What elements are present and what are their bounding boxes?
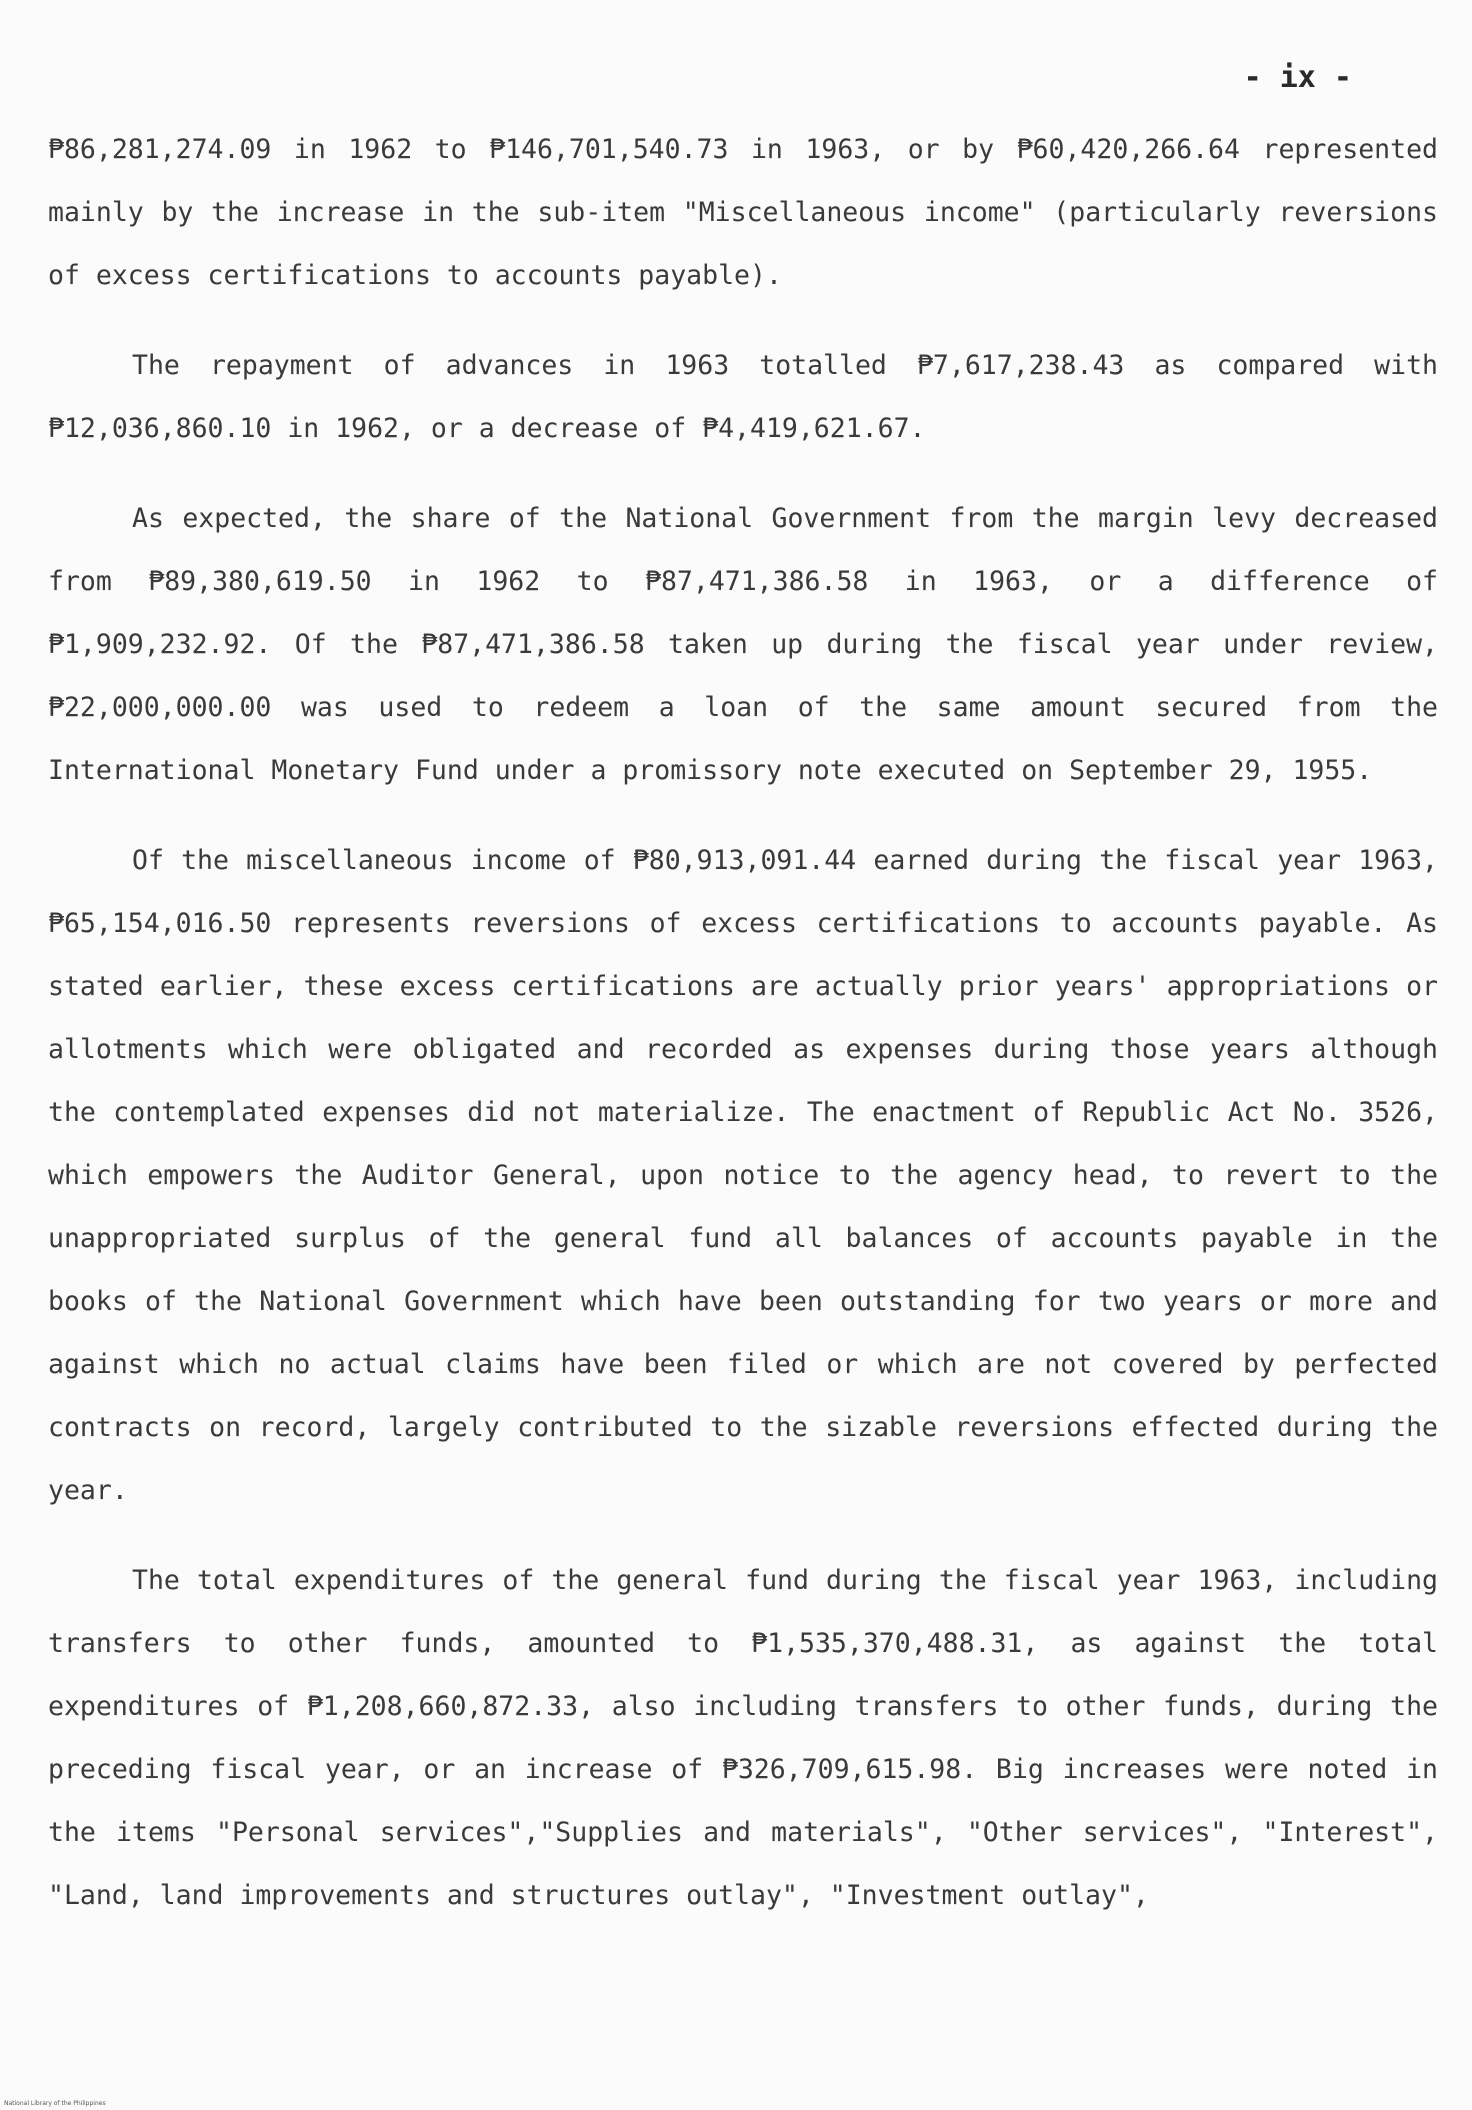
footer-credit: National Library of the Philippines (4, 2100, 106, 2107)
paragraph-margin-levy: As expected, the share of the National Government from the margin levy decreased from ₱89,380,619.50 in 1962 to ₱87,471,386.58 in 1963, or a difference of ₱1,909,232.92. Of the ₱87,471,386.58 taken up during the fiscal year under review, ₱22,000,000.00 was used to redeem a loan of the same amount secured from the International Monetary Fund under a promissory note executed on September 29, 1955. (48, 503, 1438, 786)
body-text (48, 118, 1438, 1954)
page-number: - ix - (1243, 60, 1352, 95)
paragraph-repayment-of-advances: The repayment of advances in 1963 totalled ₱7,617,238.43 as compared with ₱12,036,860.10 in 1962, or a decrease of ₱4,419,621.67. (48, 350, 1438, 444)
paragraph-continuation: ₱86,281,274.09 in 1962 to ₱146,701,540.73 in 1963, or by ₱60,420,266.64 represented mainly by the increase in the sub-item "Miscellaneous income" (particularly reversions of excess certifications to accounts payable). (48, 134, 1438, 291)
paragraph-total-expenditures: The total expenditures of the general fund during the fiscal year 1963, including transfers to other funds, amounted to ₱1,535,370,488.31, as against the total expenditures of ₱1,208,660,872.33, also including transfers to other funds, during the preceding fiscal year, or an increase of ₱326,709,615.98. Big increases were noted in the items "Personal services","Supplies and materials", "Other services", "Interest", "Land, land improvements and structures outlay", "Investment outlay", (48, 1565, 1438, 1911)
paragraph-miscellaneous-income: Of the miscellaneous income of ₱80,913,091.44 earned during the fiscal year 1963, ₱65,154,016.50 represents reversions of excess certifications to accounts payable. As stated earlier, these excess certifications are actually prior years' appropriations or allotments which were obligated and recorded as expenses during those years although the contemplated expenses did not materialize. The enactment of Republic Act No. 3526, which empowers the Auditor General, upon notice to the agency head, to revert to the unappropriated surplus of the general fund all balances of accounts payable in the books of the National Government which have been outstanding for two years or more and against which no actual claims have been filed or which are not covered by perfected contracts on record, largely contributed to the sizable reversions effected during the year. (48, 845, 1438, 1506)
